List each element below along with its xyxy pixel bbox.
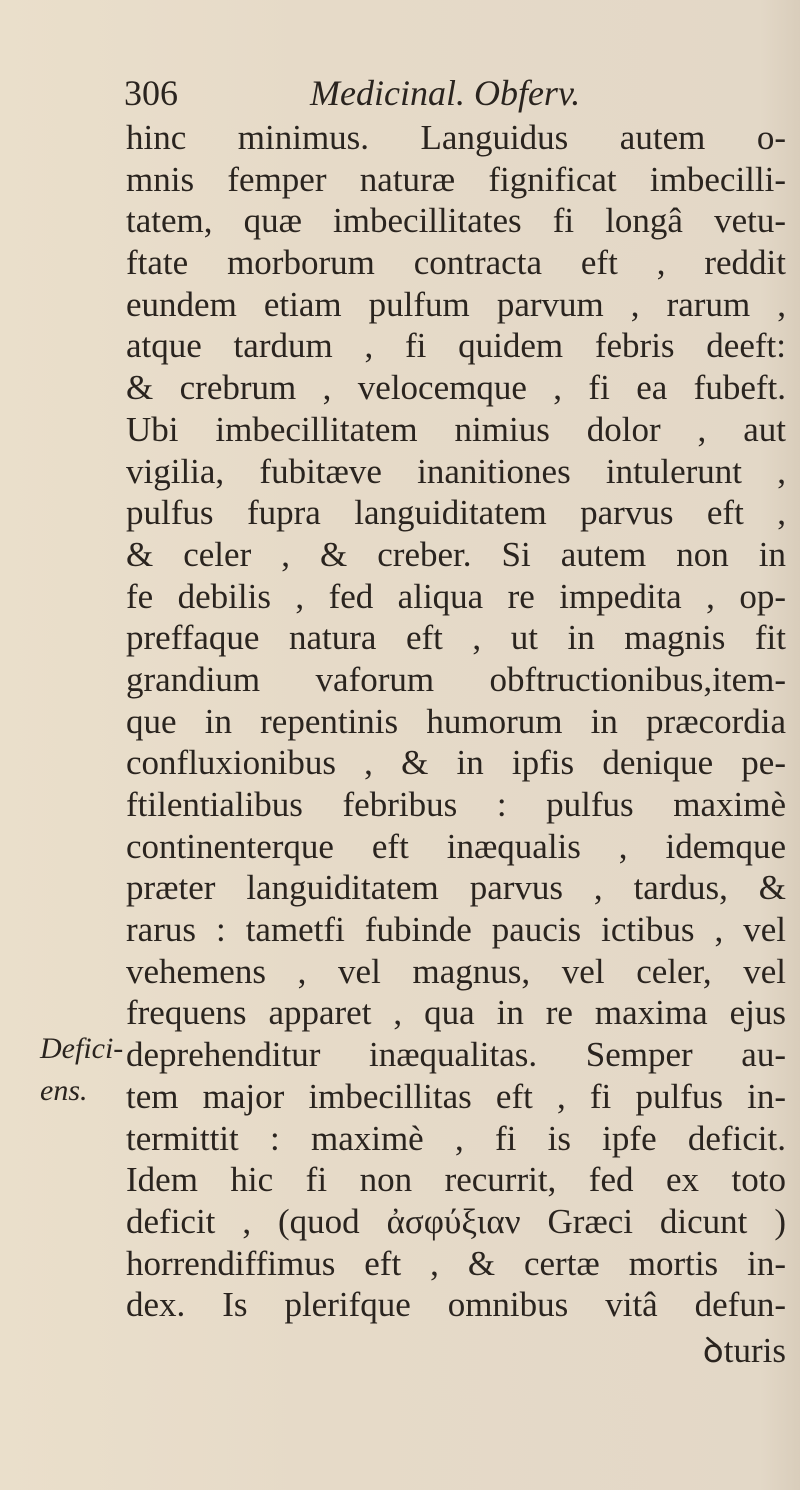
page-header bbox=[124, 72, 624, 112]
text-line: mnis femper naturæ fignificat imbecilli- bbox=[126, 159, 786, 199]
body-text bbox=[126, 117, 786, 1326]
text-line: præter languiditatem parvus , tardus, & bbox=[126, 868, 786, 908]
text-line: confluxionibus , & in ipfis denique pe- bbox=[126, 743, 786, 783]
page-number: 306 bbox=[124, 73, 178, 113]
text-line: hinc minimus. Languidus autem o- bbox=[126, 118, 786, 157]
text-line: tatem, quæ imbecillitates fi longâ vetu- bbox=[126, 201, 786, 241]
text-line: vehemens , vel magnus, vel celer, vel bbox=[126, 951, 786, 991]
text-line: rarus : tametfi fubinde paucis ictibus , vel bbox=[126, 910, 786, 950]
text-line: deprehenditur inæqualitas. Semper au- bbox=[126, 1035, 786, 1075]
text-line: grandium vaforum obftructionibus,item- bbox=[126, 659, 786, 699]
text-line: ftilentialibus febribus : pulfus maximè bbox=[126, 785, 786, 824]
text-line: continenterque eft inæqualis , idemque bbox=[126, 826, 786, 866]
text-line: frequens apparet , qua in re maxima ejus bbox=[126, 993, 786, 1033]
text-line: pulfus fupra languiditatem parvus eft , bbox=[126, 493, 786, 533]
text-line: preffaque natura eft , ut in magnis fit bbox=[126, 618, 786, 658]
text-line: eundem etiam pulfum parvum , rarum , bbox=[126, 284, 786, 324]
text-line: deficit , (quod ἀσφύξιαν Græci dicunt ) bbox=[126, 1201, 786, 1241]
running-title: Medicinal. Obferv. bbox=[310, 73, 581, 113]
text-line: ftate morborum contracta eft , reddit bbox=[126, 243, 786, 283]
text-line: Idem hic fi non recurrit, fed ex toto bbox=[126, 1160, 786, 1200]
text-line: vigilia, fubitæve inanitiones intulerunt , bbox=[126, 451, 786, 491]
margin-note-line-2: ens. bbox=[40, 1074, 88, 1107]
text-line: tem major imbecillitas eft , fi pulfus in- bbox=[126, 1076, 786, 1116]
margin-note-line-1: Defici- bbox=[40, 1032, 124, 1065]
text-line: termittit : maximè , fi is ipfe deficit. bbox=[126, 1118, 786, 1158]
text-line: & crebrum , velocemque , fi ea fubeft. bbox=[126, 368, 786, 408]
text-line: dex. Is plerifque omnibus vitâ defun- bbox=[126, 1285, 786, 1325]
text-line: atque tardum , fi quidem febris deeft: bbox=[126, 326, 786, 366]
text-line: que in repentinis humorum in præcordia bbox=[126, 701, 786, 741]
catchword: ꝺturis bbox=[702, 1331, 786, 1370]
text-line: Ubi imbecillitatem nimius dolor , aut bbox=[126, 409, 786, 449]
text-line: fe debilis , fed aliqua re impedita , op- bbox=[126, 576, 786, 616]
text-line: horrendiffimus eft , & certæ mortis in- bbox=[126, 1243, 786, 1283]
text-line: & celer , & creber. Si autem non in bbox=[126, 534, 786, 574]
